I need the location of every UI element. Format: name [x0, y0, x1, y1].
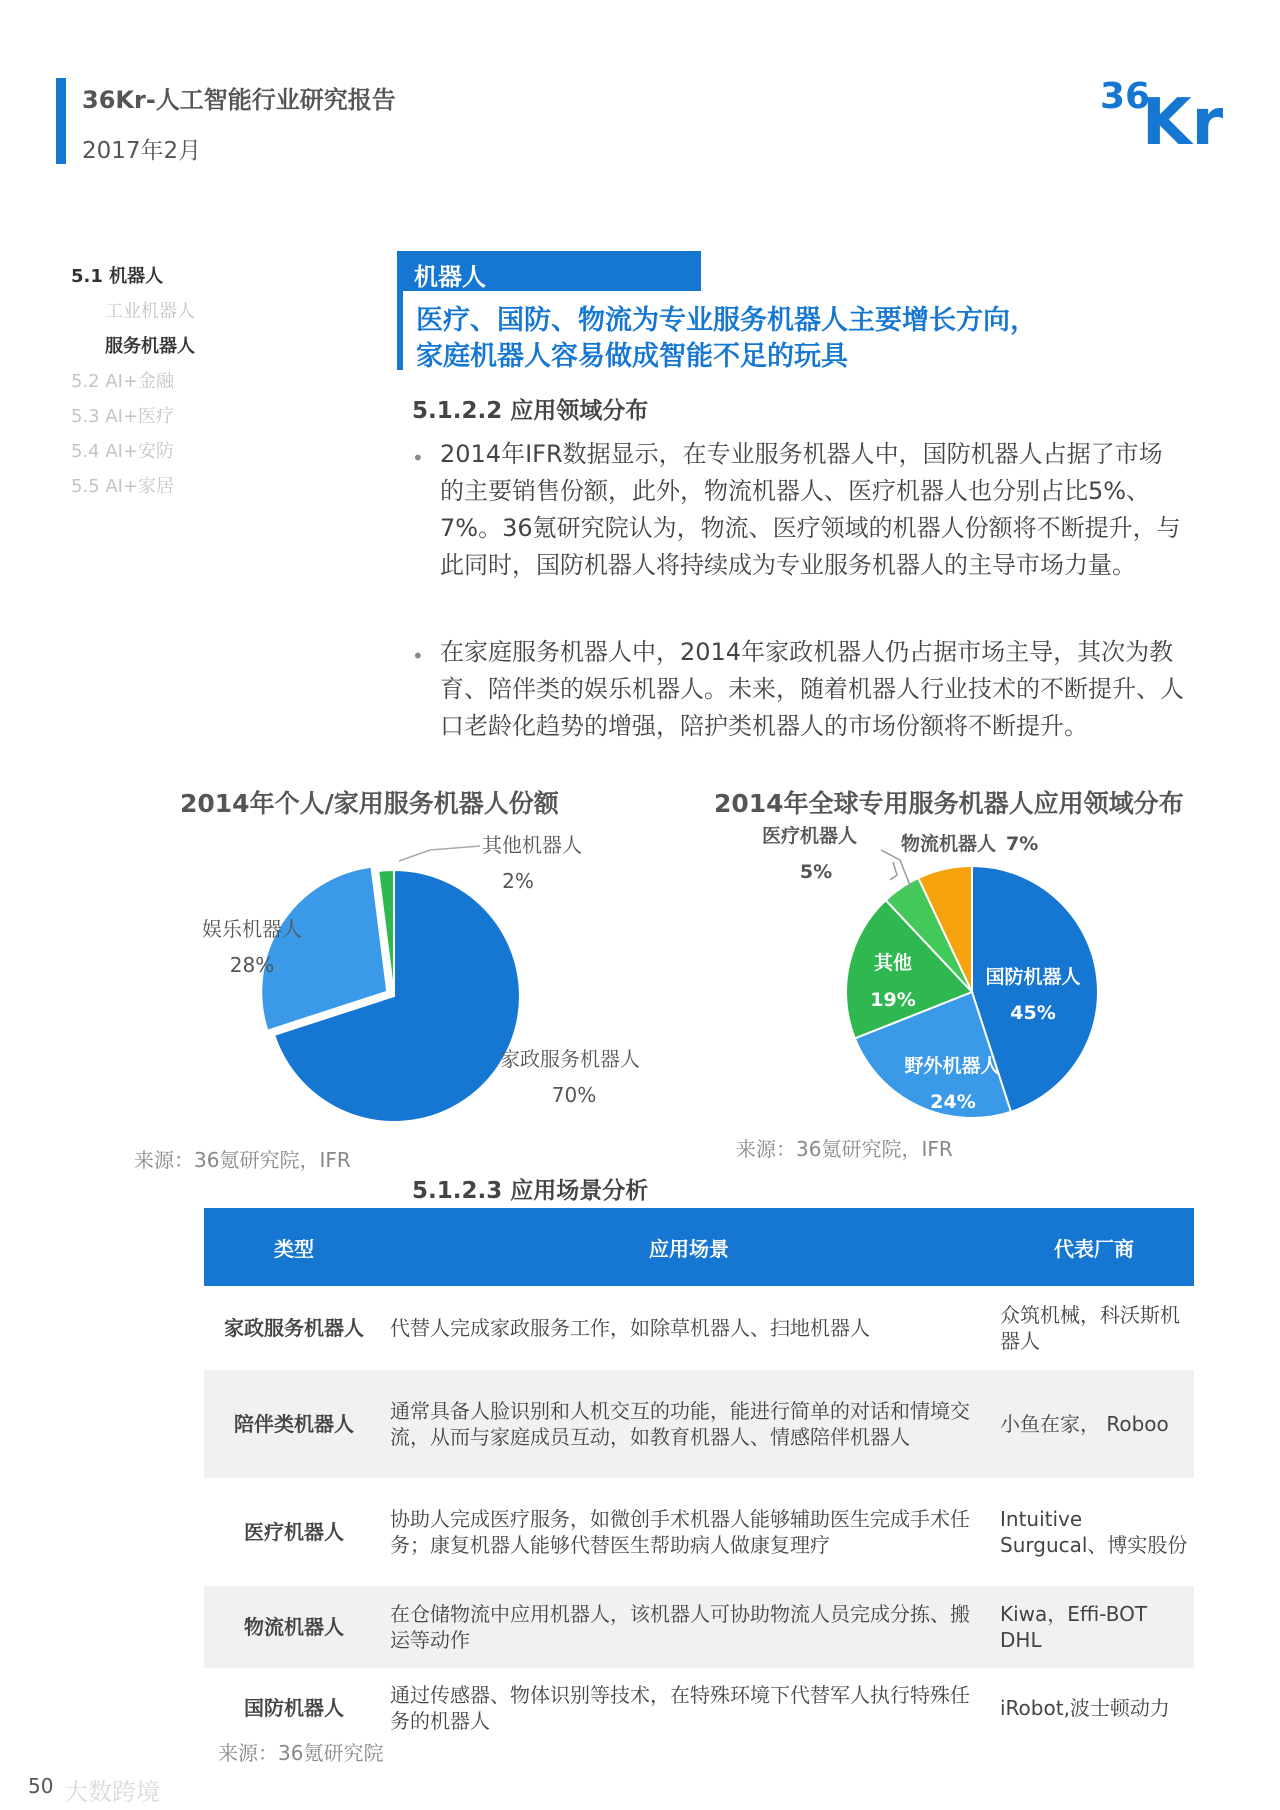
- headline-accent-bar: [397, 291, 403, 370]
- row-scene: 通过传感器、物体识别等技术，在特殊环境下代替军人执行特殊任务的机器人: [390, 1683, 970, 1733]
- chart-title-professional: 2014年全球专用服务机器人应用领域分布: [714, 789, 1184, 818]
- logo-large-text: Kr: [1142, 86, 1224, 148]
- subsection-heading-scenarios: 5.1.2.3 应用场景分析: [412, 1178, 649, 1204]
- header-accent-bar: [56, 78, 66, 164]
- pie1-value-housekeeping: 70%: [551, 1083, 597, 1107]
- application-scenario-table: [204, 1208, 1194, 1748]
- chart-source-professional: 来源：36氪研究院，IFR: [736, 1137, 953, 1161]
- row-vendor: 小鱼在家， Roboo: [994, 1370, 1194, 1478]
- toc-item-service-robot[interactable]: 服务机器人: [105, 336, 195, 357]
- pie2-label-logistics: 物流机器人: [901, 833, 997, 855]
- subsection-heading-distribution: 5.1.2.2 应用领域分布: [412, 398, 649, 424]
- 36kr-logo: [1098, 66, 1232, 148]
- table-row: [204, 1286, 1194, 1370]
- label-leader-line: [399, 850, 430, 861]
- row-scene: 协助人完成医疗服务，如微创手术机器人能够辅助医生完成手术任务；康复机器人能够代替医生帮助病人做康复理疗: [390, 1507, 970, 1557]
- household-pie-slices: [261, 867, 520, 1122]
- logo-small-text: 36: [1100, 76, 1151, 117]
- pie1-label-other: 其他机器人: [482, 833, 582, 857]
- label-leader-line: [881, 850, 911, 888]
- toc-item-ai-security[interactable]: 5.4 AI+安防: [71, 441, 175, 462]
- chart-source-household: 来源：36氪研究院，IFR: [134, 1148, 351, 1172]
- table-row: [204, 1586, 1194, 1668]
- row-scene: 代替人完成家政服务工作，如除草机器人、扫地机器人: [390, 1316, 870, 1340]
- headline-line-2: 家庭机器人容易做成智能不足的玩具: [416, 341, 848, 372]
- table-row: [204, 1668, 1194, 1748]
- row-scene: 在仓储物流中应用机器人，该机器人可协助物流人员完成分拣、搬运等动作: [384, 1586, 994, 1668]
- toc-item-industrial-robot[interactable]: 工业机器人: [105, 301, 195, 322]
- pie2-value-logistics: 7%: [1006, 833, 1039, 855]
- pie2-value-other: 19%: [870, 989, 916, 1011]
- pie1-value-entertainment: 28%: [229, 953, 275, 977]
- bullet-dot: •: [412, 644, 424, 668]
- watermark-text: 大数跨境: [64, 1778, 160, 1806]
- label-leader-line: [430, 846, 480, 850]
- row-type: 医疗机器人: [244, 1520, 344, 1544]
- pie2-label-medical: 医疗机器人: [762, 825, 858, 847]
- row-type: 国防机器人: [244, 1696, 344, 1720]
- table-row: [204, 1478, 1194, 1586]
- pie1-label-entertainment: 娱乐机器人: [202, 917, 302, 941]
- pie2-label-other: 其他: [873, 952, 913, 974]
- report-date: 2017年2月: [82, 138, 202, 164]
- row-vendor: Intuitive Surgucal、博实股份: [1000, 1507, 1188, 1557]
- toc-item-ai-home[interactable]: 5.5 AI+家居: [71, 476, 175, 497]
- label-leader-line: [890, 862, 897, 880]
- row-type: 家政服务机器人: [224, 1316, 364, 1340]
- bullet-paragraph-2: 在家庭服务机器人中，2014年家政机器人仍占据市场主导，其次为教育、陪伴类的娱乐机器人。未来，随着机器人行业技术的不断提升、人口老龄化趋势的增强，陪护类机器人的市场份额将不断提升。: [440, 638, 1184, 740]
- toc-item-ai-medical[interactable]: 5.3 AI+医疗: [71, 406, 175, 427]
- pie2-value-field: 24%: [930, 1091, 976, 1113]
- table-header-vendor: 代表厂商: [994, 1208, 1194, 1286]
- row-vendor: 众筑机械，科沃斯机器人: [1000, 1303, 1180, 1353]
- household-pie-chart: [150, 820, 690, 1140]
- row-type: 陪伴类机器人: [204, 1370, 384, 1478]
- pie1-label-housekeeping: 家政服务机器人: [500, 1047, 640, 1071]
- table-row: [204, 1370, 1194, 1478]
- report-title: 36Kr-人工智能行业研究报告: [82, 86, 396, 114]
- pie2-label-field: 野外机器人: [904, 1055, 1000, 1077]
- bullet-dot: •: [412, 446, 424, 470]
- pie2-label-defense: 国防机器人: [985, 966, 1081, 988]
- row-type: 物流机器人: [204, 1586, 384, 1668]
- chart-title-household: 2014年个人/家用服务机器人份额: [180, 789, 559, 818]
- pie2-value-defense: 45%: [1010, 1002, 1056, 1024]
- toc-item-ai-finance[interactable]: 5.2 AI+金融: [71, 371, 175, 392]
- row-vendor: iRobot,波士顿动力: [1000, 1696, 1170, 1720]
- pie2-value-medical: 5%: [799, 861, 833, 883]
- table-header-type: 类型: [204, 1208, 384, 1286]
- section-tag-label: 机器人: [414, 263, 486, 291]
- row-scene: 通常具备人脸识别和人机交互的功能，能进行简单的对话和情境交流，从而与家庭成员互动，如教育机器人、情感陪伴机器人: [384, 1370, 994, 1478]
- row-vendor: Kiwa，Effi-BOT DHL: [994, 1586, 1194, 1668]
- table-header-scene: 应用场景: [384, 1208, 994, 1286]
- table-header-row: [204, 1208, 1194, 1286]
- page-number: 50: [28, 1774, 54, 1798]
- professional-pie-chart: [740, 820, 1220, 1140]
- headline-line-1: 医疗、国防、物流为专业服务机器人主要增长方向，: [416, 305, 1037, 336]
- pie1-value-other: 2%: [502, 869, 534, 893]
- bullet-paragraph-1: 2014年IFR数据显示，在专业服务机器人中，国防机器人占据了市场的主要销售份额，此外，物流机器人、医疗机器人也分别占比5%、7%。36氪研究院认为，物流、医疗领域的机器人份额将不断提升，与此同时，国防机器人将持续成为专业服务机器人的主导市场力量。: [440, 440, 1181, 579]
- table-source: 来源：36氪研究院: [218, 1741, 384, 1765]
- toc-item-robot[interactable]: 5.1 机器人: [71, 266, 164, 287]
